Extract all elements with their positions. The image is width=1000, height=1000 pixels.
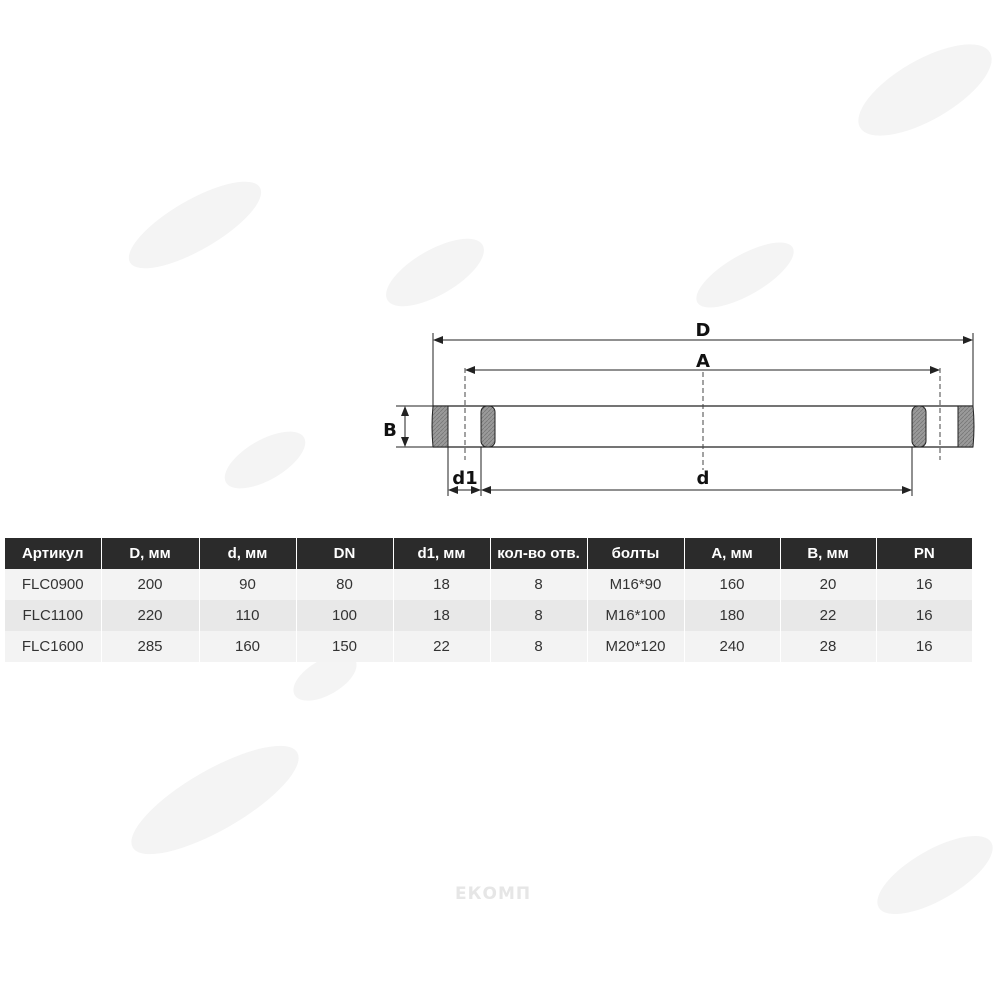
cell-bolts: M20*120: [587, 631, 684, 662]
header-holes: кол-во отв.: [490, 538, 587, 569]
cell-DN: 80: [296, 569, 393, 600]
dimension-label-D: D: [695, 320, 711, 341]
cell-DN: 150: [296, 631, 393, 662]
cell-bolts: M16*90: [587, 569, 684, 600]
header-d1: d1, мм: [393, 538, 490, 569]
cell-article: FLC1600: [5, 631, 101, 662]
outer-edge-right: [958, 406, 974, 447]
cell-PN: 16: [876, 569, 972, 600]
dimension-label-d1: d1: [452, 468, 478, 489]
cell-d1: 18: [393, 600, 490, 631]
cell-holes: 8: [490, 631, 587, 662]
dimension-label-d: d: [696, 468, 710, 489]
cell-PN: 16: [876, 600, 972, 631]
header-d: d, мм: [199, 538, 296, 569]
cell-B: 20: [780, 569, 876, 600]
cell-D: 220: [101, 600, 199, 631]
cell-holes: 8: [490, 569, 587, 600]
outer-edge-left: [432, 406, 448, 447]
cell-d: 160: [199, 631, 296, 662]
cell-d1: 18: [393, 569, 490, 600]
dimension-label-A: A: [696, 351, 710, 372]
cell-D: 200: [101, 569, 199, 600]
header-A: A, мм: [684, 538, 780, 569]
table-row: [5, 631, 972, 662]
table-row: [5, 600, 972, 631]
cell-A: 180: [684, 600, 780, 631]
header-row: [5, 538, 972, 569]
header-bolts: болты: [587, 538, 684, 569]
cell-A: 240: [684, 631, 780, 662]
cell-d: 110: [199, 600, 296, 631]
table-row: [5, 569, 972, 600]
spec-table: [5, 538, 972, 662]
header-D: D, мм: [101, 538, 199, 569]
header-article: Артикул: [5, 538, 101, 569]
cell-A: 160: [684, 569, 780, 600]
spec-table-header: [5, 538, 972, 569]
cell-d: 90: [199, 569, 296, 600]
cell-article: FLC0900: [5, 569, 101, 600]
cell-d1: 22: [393, 631, 490, 662]
cell-D: 285: [101, 631, 199, 662]
header-DN: DN: [296, 538, 393, 569]
cell-B: 28: [780, 631, 876, 662]
dimension-label-B: B: [383, 420, 397, 441]
watermark-shape: [118, 727, 313, 874]
cell-holes: 8: [490, 600, 587, 631]
cell-DN: 100: [296, 600, 393, 631]
watermark-text: ЕКОМП: [455, 884, 532, 904]
header-B: B, мм: [780, 538, 876, 569]
cell-article: FLC1100: [5, 600, 101, 631]
cell-bolts: M16*100: [587, 600, 684, 631]
spec-table-body: [5, 569, 972, 662]
header-PN: PN: [876, 538, 972, 569]
watermark-shape: [866, 821, 1000, 929]
cell-PN: 16: [876, 631, 972, 662]
cell-B: 22: [780, 600, 876, 631]
bolt-section-right: [912, 406, 926, 447]
bolt-section-left: [481, 406, 495, 447]
